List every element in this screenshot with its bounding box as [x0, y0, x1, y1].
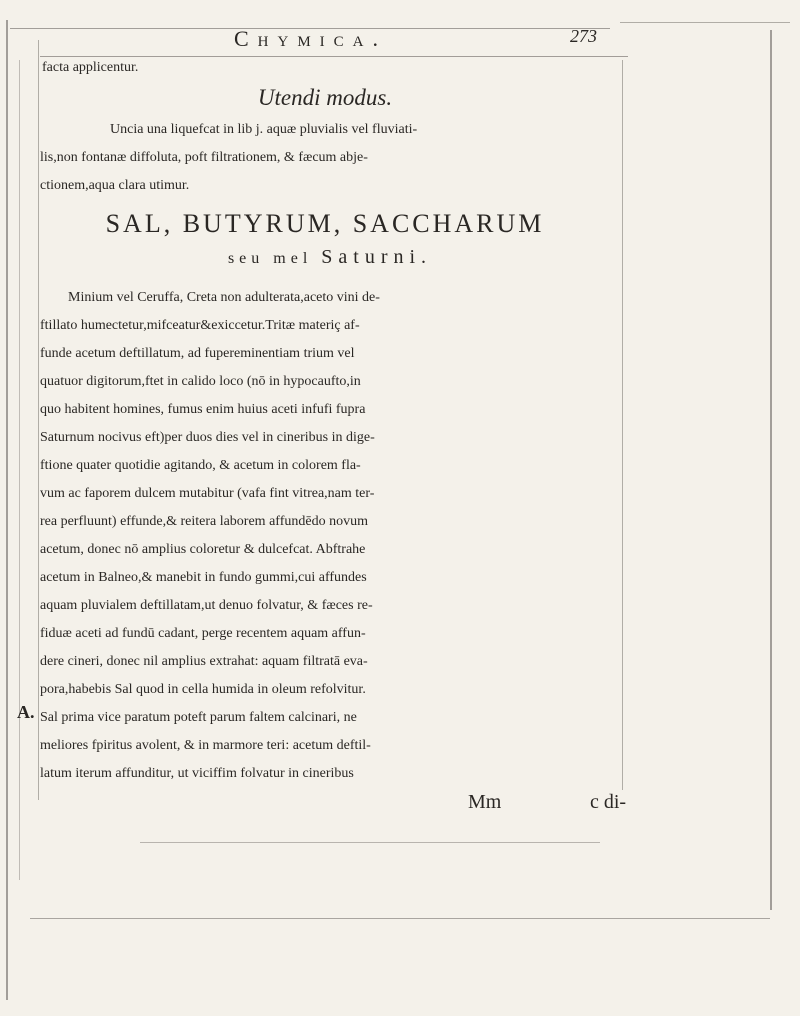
- text-line: quatuor digitorum,ftet in calido loco (nō in hypocaufto,in: [40, 374, 361, 389]
- text-line: Saturnum nocivus eft)per duos dies vel in cineribus in dige-: [40, 430, 375, 445]
- frame-rule-bottom-inner: [140, 842, 600, 843]
- subheading-prefix: seu mel: [227, 250, 313, 267]
- frame-rule-bottom: [30, 918, 770, 919]
- frame-rule-left-outer: [6, 20, 8, 1000]
- frame-rule-left-inner: [19, 60, 20, 880]
- catchline: [40, 788, 630, 816]
- text-line: pora,habebis Sal quod in cella humida in oleum refolvitur.: [40, 682, 366, 697]
- text-line: aquam pluvialem deftillatam,ut denuo folvatur, & fæces re-: [40, 598, 373, 613]
- signature-mark: Mm: [468, 791, 502, 813]
- text-line: ftillato humectetur,mifceatur&exiccetur.Tritæ materiç af-: [40, 318, 360, 333]
- margin-mark: A.: [17, 702, 35, 722]
- text-line: Minium vel Ceruffa, Creta non adulterata,aceto vini de-: [68, 290, 380, 305]
- spacer: [40, 200, 630, 208]
- subheading-name: Saturni.: [321, 246, 433, 268]
- spacer: [40, 276, 630, 284]
- text-line: quo habitent homines, fumus enim huius aceti infufi fupra: [40, 402, 366, 417]
- text-line: vum ac faporem dulcem mutabitur (vafa fint vitrea,nam ter-: [40, 486, 375, 501]
- frame-rule-top-right: [620, 22, 790, 23]
- section-subheading: [30, 246, 630, 276]
- text-line: acetum, donec nō amplius coloretur & dulcefcat. Abftrahe: [40, 542, 366, 557]
- page-number: 273: [570, 26, 597, 46]
- section-title: Utendi modus.: [257, 85, 393, 110]
- text-line: ftione quater quotidie agitando, & acetum in colorem fla-: [40, 458, 361, 473]
- text-line: meliores fpiritus avolent, & in marmore teri: acetum deftil-: [40, 738, 371, 753]
- text-line: latum iterum affunditur, ut viciffim folvatur in cineribus: [40, 766, 354, 781]
- text-block: [40, 54, 630, 816]
- text-line: rea perfluunt) effunde,& reitera laborem affundēdo novum: [40, 514, 368, 529]
- frame-rule-right-outer: [770, 30, 772, 910]
- text-line: lis,non fontanæ diffoluta, poft filtrationem, & fæcum abje-: [40, 150, 368, 165]
- frame-rule-left-text: [38, 40, 39, 800]
- text-line: funde acetum deftillatum, ad fupereminentiam trium vel: [40, 346, 355, 361]
- text-line: acetum in Balneo,& manebit in fundo gummi,cui affundes: [40, 570, 367, 585]
- text-line: Uncia una liquefcat in lib j. aquæ pluvialis vel fluviati-: [110, 122, 418, 137]
- text-line: ctionem,aqua clara utimur.: [40, 178, 190, 193]
- catchword: c di-: [590, 791, 627, 813]
- text-line: fiduæ aceti ad fundū cadant, perge recentem aquam affun-: [40, 626, 366, 641]
- text-line: facta applicentur.: [42, 60, 139, 75]
- section-heading: SAL, BUTYRUM, SACCHARUM: [105, 209, 545, 238]
- text-line: dere cineri, donec nil amplius extrahat: aquam filtratā eva-: [40, 654, 368, 669]
- running-head: Chymica.: [234, 26, 388, 51]
- text-line: Sal prima vice paratum poteft parum faltem calcinari, ne: [40, 710, 357, 725]
- page-header: [40, 24, 630, 54]
